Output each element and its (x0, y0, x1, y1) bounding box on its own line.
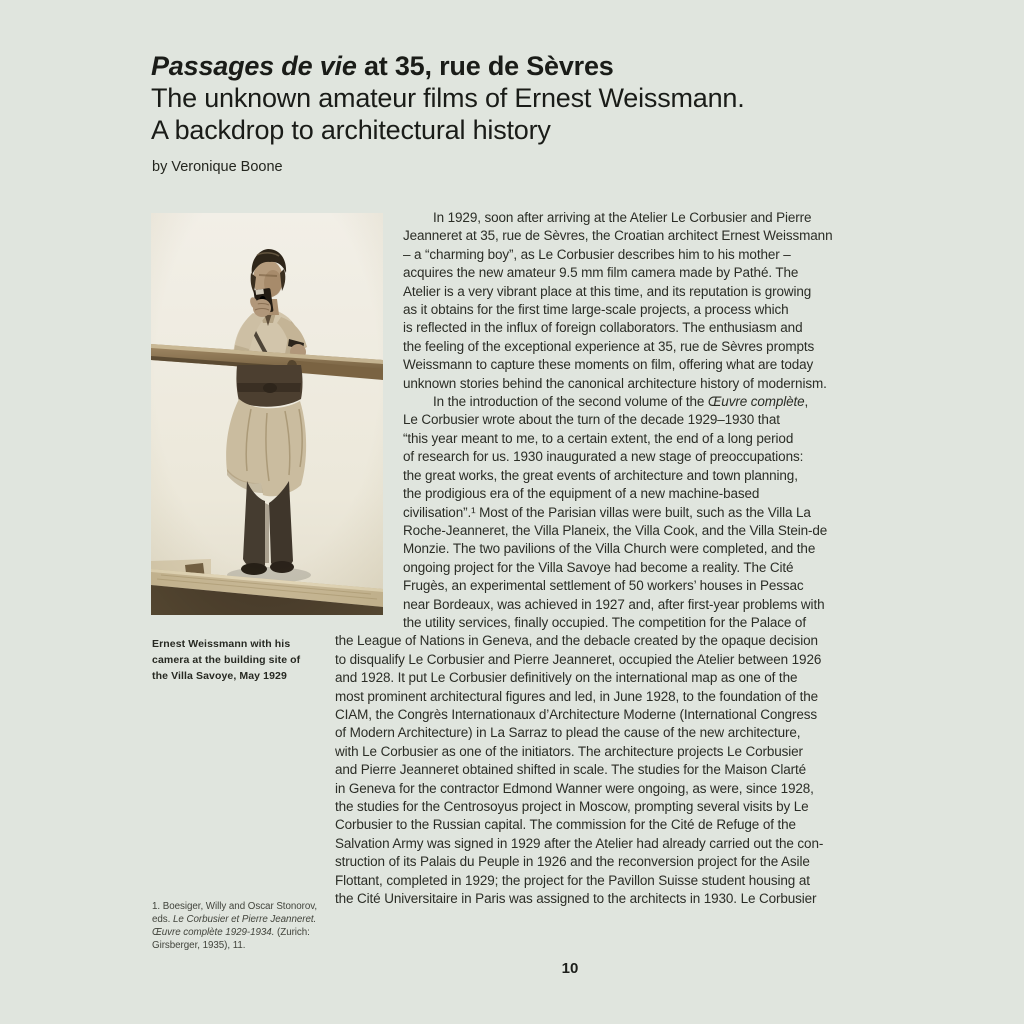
text-line: unknown stories behind the canonical architecture history of modernism. (403, 375, 827, 391)
text-line: of research for us. 1930 inaugurated a new stage of preoccupations: (403, 449, 804, 465)
text-line: the great works, the great events of architecture and town planning, (403, 467, 798, 483)
article-body (335, 209, 880, 908)
text-line: the feeling of the exceptional experience at 35, rue de Sèvres prompts (403, 338, 815, 354)
text-line: Flottant, completed in 1929; the project for the Pavillon Suisse student housing at (335, 872, 810, 888)
text-line: Weissmann to capture these moments on film, offering what are today (403, 357, 814, 373)
text-line: “this year meant to me, to a certain extent, the end of a long period (403, 430, 794, 446)
caption-line: Ernest Weissmann with his (152, 638, 291, 650)
text-line: the Cité Universitaire in Paris was assigned to the architects in 1930. Le Corbusier (335, 891, 817, 907)
text-line: Corbusier to the Russian capital. The commission for the Cité de Refuge of the (335, 817, 796, 833)
text-line: struction of its Palais du Peuple in 1926 and the reconversion project for the Asile (335, 854, 810, 870)
footnote-line: eds. Le Corbusier et Pierre Jeanneret. (152, 914, 317, 925)
text-line: civilisation”.¹ Most of the Parisian villas were built, such as the Villa La (403, 504, 811, 520)
text-line: is reflected in the influx of foreign collaborators. The enthusiasm and (403, 320, 803, 336)
photo-caption (152, 636, 342, 684)
text-line: the studies for the Centrosoyus project in Moscow, prompting several visits by Le (335, 799, 809, 814)
text-line: Monzie. The two pavilions of the Villa Church were completed, and the (403, 541, 816, 557)
page-number: 10 (561, 960, 579, 977)
page-title (151, 50, 745, 82)
text-line: most prominent architectural figures and led, in June 1928, to the foundation of the (335, 688, 818, 704)
footnote-line: 1. Boesiger, Willy and Oscar Stonorov, (152, 901, 318, 912)
text-line: in Geneva for the contractor Edmond Wanner were ongoing, as were, since 1928, (335, 780, 814, 796)
italic-book-title: Œuvre complète (707, 394, 805, 410)
footnote (152, 900, 342, 952)
text-line: In 1929, soon after arriving at the Atelier Le Corbusier and Pierre (433, 210, 812, 225)
text-line: near Bordeaux, was achieved in 1927 and, after first-year problems with (403, 596, 825, 612)
text-line: acquires the new amateur 9.5 mm film camera made by Pathé. The (403, 265, 799, 281)
text-line: Jeanneret at 35, rue de Sèvres, the Croatian architect Ernest Weissmann (403, 228, 833, 244)
text-line: In the introduction of the second volume of the Œuvre complète, (433, 394, 809, 410)
article-header (151, 50, 745, 146)
byline: by Veronique Boone (152, 159, 283, 175)
text-line: the prodigious era of the equipment of a new machine-based (403, 486, 760, 502)
title-italic-part: Passages de vie (151, 51, 357, 81)
subtitle-line-2: A backdrop to architectural history (151, 115, 551, 145)
caption-line: camera at the building site of (152, 654, 301, 666)
text-line: and Pierre Jeanneret obtained shifted in scale. The studies for the Maison Clarté (335, 762, 807, 778)
text-line: and 1928. It put Le Corbusier definitively on the international map as one of the (335, 670, 798, 686)
text-line: Le Corbusier wrote about the turn of the decade 1929–1930 that (403, 412, 780, 428)
text-line: of Modern Architecture) in La Sarraz to plead the cause of the new architecture, (335, 725, 801, 741)
text-line: Frugès, an experimental settlement of 50 workers’ houses in Pessac (403, 578, 804, 594)
title-rest-part: at 35, rue de Sèvres (356, 51, 614, 81)
text-line: Atelier is a very vibrant place at this time, and its reputation is growing (403, 283, 812, 299)
text-line: with Le Corbusier as one of the initiators. The architecture projects Le Corbusier (335, 743, 803, 759)
caption-line: the Villa Savoye, May 1929 (152, 670, 287, 682)
text-line: to disqualify Le Corbusier and Pierre Jeanneret, occupied the Atelier between 1926 (335, 651, 822, 667)
text-line: ongoing project for the Villa Savoye had become a reality. The Cité (403, 559, 794, 575)
text-line: as it obtains for the first time large-scale projects, a process which (403, 302, 789, 318)
text-line: – a “charming boy”, as Le Corbusier describes him to his mother – (403, 246, 791, 262)
text-line: Roche-Jeanneret, the Villa Planeix, the Villa Cook, and the Villa Stein-de (403, 522, 828, 538)
text-line: CIAM, the Congrès Internationaux d’Architecture Moderne (International Congress (335, 706, 818, 722)
subtitle-line-1: The unknown amateur films of Ernest Weissmann. (151, 83, 745, 113)
footnote-line: Œuvre complète 1929-1934. (Zurich: (152, 927, 310, 938)
text-line: the League of Nations in Geneva, and the debacle created by the opaque decision (335, 633, 818, 649)
text-line: Salvation Army was signed in 1929 after the Atelier had already carried out the con- (335, 835, 824, 851)
footnote-line: Girsberger, 1935), 11. (152, 940, 246, 951)
text-line: the utility services, finally occupied. The competition for the Palace of (403, 614, 806, 630)
